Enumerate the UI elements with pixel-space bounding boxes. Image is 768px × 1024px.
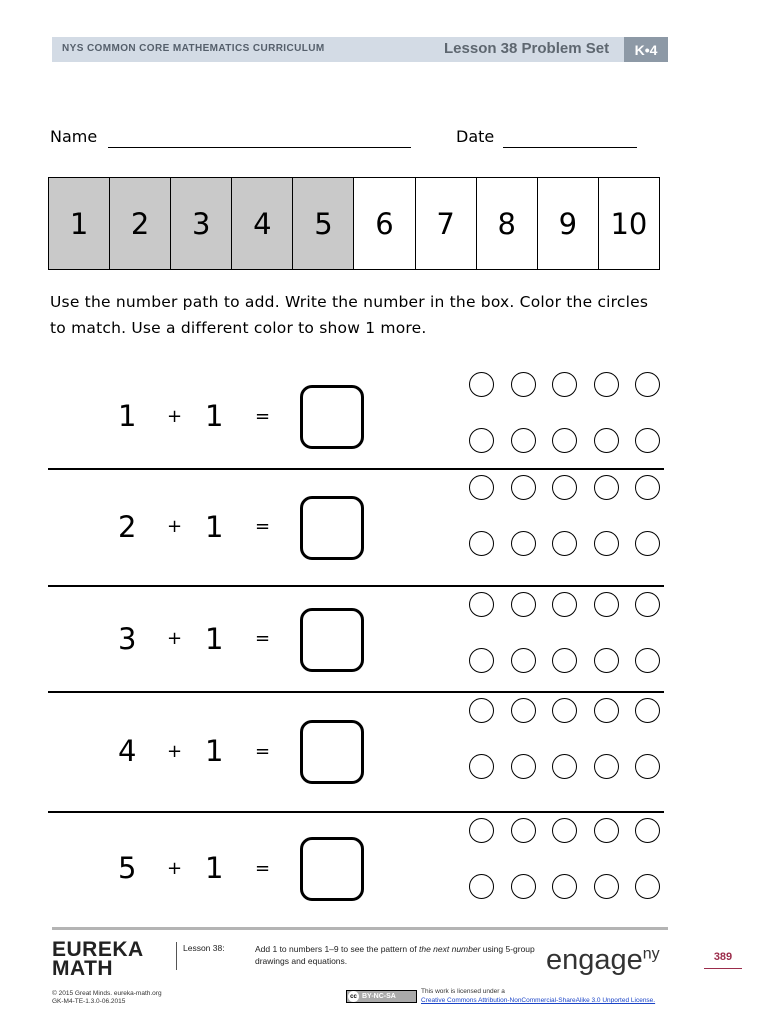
number-path — [48, 177, 660, 270]
date-field-line[interactable] — [503, 147, 637, 148]
logo-line-1: EUREKA — [52, 938, 144, 961]
five-group-circle[interactable] — [552, 754, 577, 779]
cc-icon: cc — [348, 991, 359, 1002]
five-group-circle[interactable] — [635, 818, 660, 843]
number-path-cell: 6 — [354, 178, 415, 269]
five-group-circle[interactable] — [635, 592, 660, 617]
eureka-math-logo — [52, 940, 144, 978]
answer-box[interactable] — [300, 608, 364, 672]
number-path-cell: 1 — [49, 178, 110, 269]
number-path-cell: 3 — [171, 178, 232, 269]
footer-lesson-description — [255, 943, 545, 967]
row-divider — [48, 585, 664, 587]
five-group-circle[interactable] — [635, 648, 660, 673]
number-path-cell: 9 — [538, 178, 599, 269]
five-group-circle[interactable] — [594, 648, 619, 673]
addend-b: 1 — [205, 509, 224, 544]
equals-sign: = — [255, 740, 271, 762]
copyright-line-1: © 2015 Great Minds. eureka-math.org — [52, 990, 162, 997]
five-group-circle[interactable] — [635, 754, 660, 779]
plus-sign: + — [167, 628, 183, 650]
row-divider — [48, 691, 664, 693]
five-group-circle[interactable] — [635, 372, 660, 397]
five-group-circle[interactable] — [511, 754, 536, 779]
five-group-circle[interactable] — [511, 592, 536, 617]
five-group-circle[interactable] — [594, 754, 619, 779]
page-number: 389 — [713, 951, 733, 963]
five-group-circle[interactable] — [469, 648, 494, 673]
page-number-underline — [704, 968, 742, 969]
number-path-cell: 2 — [110, 178, 171, 269]
engage-sup: ny — [642, 945, 660, 963]
five-group-circle[interactable] — [511, 874, 536, 899]
plus-sign: + — [167, 857, 183, 879]
row-divider — [48, 811, 664, 813]
five-group-circle[interactable] — [552, 648, 577, 673]
five-group-circle[interactable] — [594, 698, 619, 723]
addend-a: 3 — [118, 621, 137, 656]
copyright-line-2: GK-M4-TE-1.3.0-06.2015 — [52, 998, 126, 1005]
row-divider — [48, 468, 664, 470]
date-label: Date — [456, 127, 495, 146]
five-group-circle[interactable] — [594, 874, 619, 899]
answer-box[interactable] — [300, 837, 364, 901]
answer-box[interactable] — [300, 385, 364, 449]
addend-b: 1 — [205, 621, 224, 656]
cc-license-badge — [346, 990, 417, 1003]
number-path-cell: 7 — [416, 178, 477, 269]
answer-box[interactable] — [300, 496, 364, 560]
five-group-circle[interactable] — [469, 754, 494, 779]
five-group-circle[interactable] — [511, 372, 536, 397]
plus-sign: + — [167, 516, 183, 538]
number-path-cell: 5 — [293, 178, 354, 269]
number-path-cell: 4 — [232, 178, 293, 269]
description-text: Add 1 to numbers 1–9 to see the pattern of — [255, 944, 419, 954]
copyright — [52, 990, 162, 1006]
five-group-circle[interactable] — [552, 531, 577, 556]
five-group-circle[interactable] — [511, 818, 536, 843]
engageny-logo — [546, 944, 660, 977]
equals-sign: = — [255, 628, 271, 650]
five-group-circle[interactable] — [469, 818, 494, 843]
five-group-circle[interactable] — [469, 531, 494, 556]
five-group-circle[interactable] — [594, 592, 619, 617]
addend-a: 2 — [118, 509, 137, 544]
addend-a: 5 — [118, 851, 137, 886]
five-group-circle[interactable] — [594, 475, 619, 500]
footer-separator — [176, 942, 177, 970]
plus-sign: + — [167, 740, 183, 762]
five-group-circle[interactable] — [469, 372, 494, 397]
footer-rule — [52, 927, 668, 930]
equals-sign: = — [255, 857, 271, 879]
answer-box[interactable] — [300, 720, 364, 784]
five-group-circle[interactable] — [594, 372, 619, 397]
five-group-circle[interactable] — [552, 592, 577, 617]
curriculum-title: NYS COMMON CORE MATHEMATICS CURRICULUM — [62, 43, 325, 54]
five-group-circle[interactable] — [469, 475, 494, 500]
addend-b: 1 — [205, 734, 224, 769]
license-text — [421, 987, 655, 1005]
five-group-circle[interactable] — [511, 648, 536, 673]
five-group-circle[interactable] — [511, 428, 536, 453]
license-line: This work is licensed under a — [421, 988, 505, 995]
grade-module-tag: K•4 — [624, 37, 668, 62]
five-group-circle[interactable] — [635, 531, 660, 556]
number-path-cell: 10 — [610, 206, 648, 241]
five-group-circle[interactable] — [552, 475, 577, 500]
addend-b: 1 — [205, 399, 224, 434]
five-group-circle[interactable] — [552, 428, 577, 453]
addend-b: 1 — [205, 851, 224, 886]
lesson-title: Lesson 38 Problem Set — [444, 40, 610, 57]
five-group-circle[interactable] — [594, 531, 619, 556]
logo-line-2: MATH — [52, 957, 114, 980]
instructions: Use the number path to add. Write the number in the box. Color the circles to match. Use a different color to show 1 more. — [50, 293, 649, 337]
addend-a: 1 — [118, 399, 137, 434]
number-path-cell: 8 — [477, 178, 538, 269]
five-group-circle[interactable] — [469, 698, 494, 723]
license-link[interactable]: Creative Commons Attribution-NonCommercial-ShareAlike 3.0 Unported License. — [421, 997, 656, 1004]
addend-a: 4 — [118, 734, 137, 769]
five-group-circle[interactable] — [635, 874, 660, 899]
five-group-circle[interactable] — [469, 592, 494, 617]
cc-badge-text: BY-NC-SA — [362, 993, 396, 1000]
five-group-circle[interactable] — [552, 818, 577, 843]
five-group-circle[interactable] — [511, 475, 536, 500]
description-end: using 5-group drawings and equations. — [255, 944, 535, 966]
five-group-circle[interactable] — [511, 698, 536, 723]
footer-lesson-label: Lesson 38: — [183, 943, 225, 953]
description-italic: the next number — [418, 944, 481, 954]
five-group-circle[interactable] — [635, 475, 660, 500]
five-group-circle[interactable] — [635, 428, 660, 453]
five-group-circle[interactable] — [469, 428, 494, 453]
equals-sign: = — [255, 516, 271, 538]
name-field-line[interactable] — [108, 147, 411, 148]
five-group-circle[interactable] — [635, 698, 660, 723]
five-group-circle[interactable] — [594, 818, 619, 843]
name-label: Name — [50, 127, 98, 146]
engage-text: engage — [546, 944, 643, 976]
five-group-circle[interactable] — [469, 874, 494, 899]
equals-sign: = — [255, 405, 271, 427]
plus-sign: + — [167, 405, 183, 427]
five-group-circle[interactable] — [552, 698, 577, 723]
five-group-circle[interactable] — [552, 874, 577, 899]
five-group-circle[interactable] — [552, 372, 577, 397]
five-group-circle[interactable] — [594, 428, 619, 453]
five-group-circle[interactable] — [511, 531, 536, 556]
